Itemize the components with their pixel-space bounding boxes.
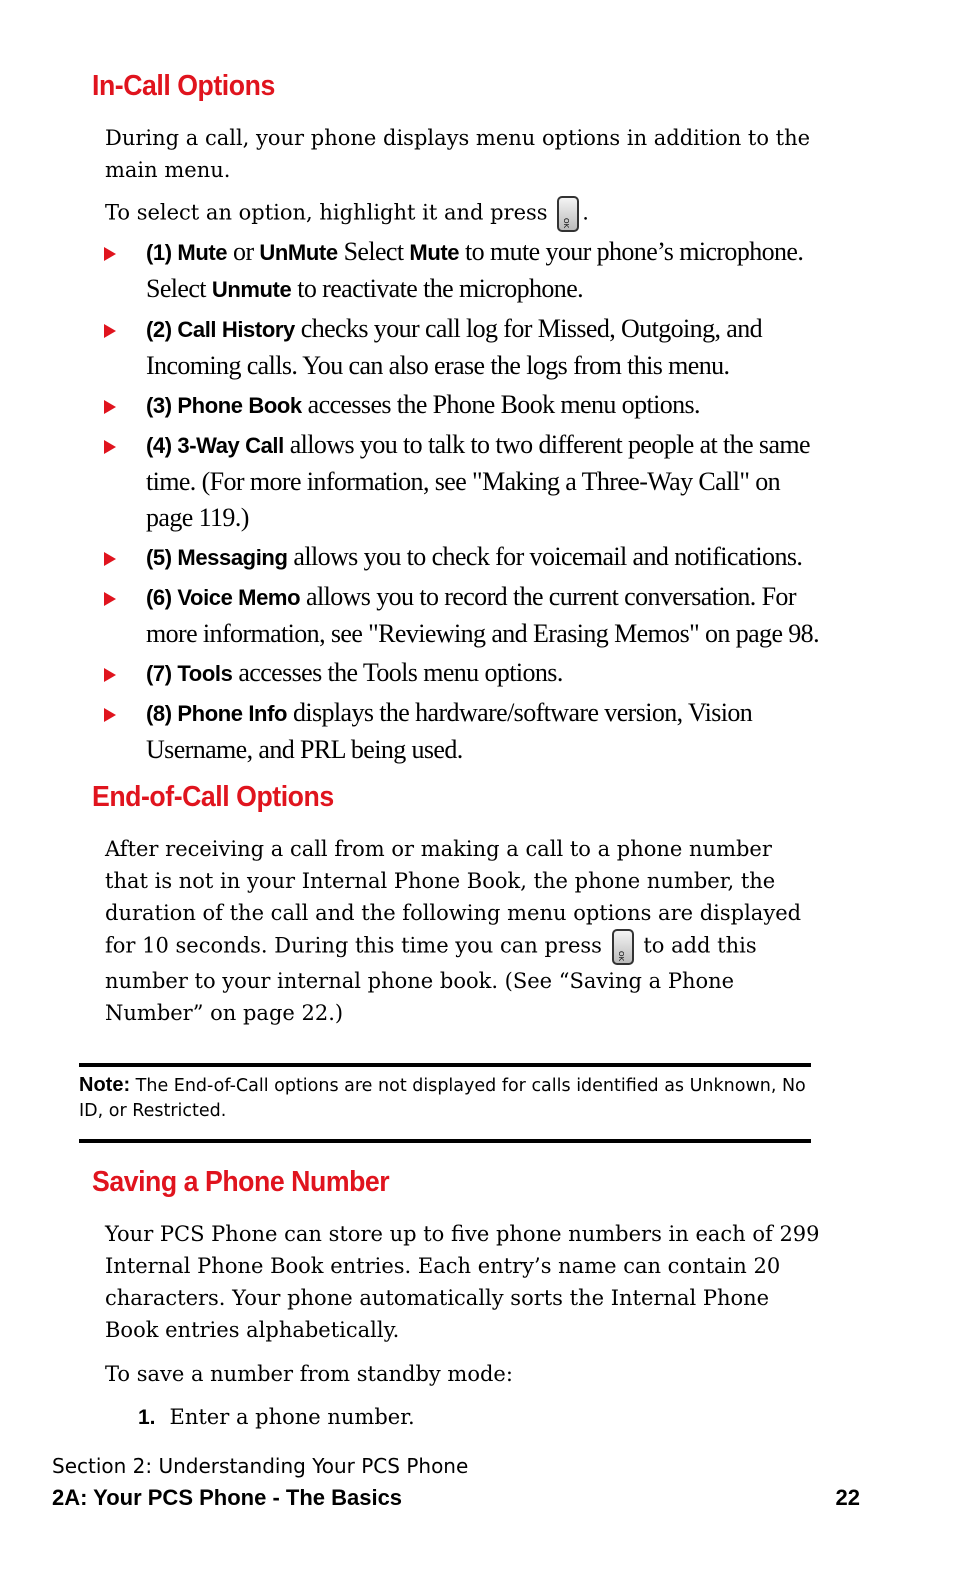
list-item-call-history [104, 311, 819, 384]
list-item-phone-info [104, 695, 819, 768]
heading-saving-a-phone-number: Saving a Phone Number [92, 1166, 390, 1198]
triangle-bullet-icon [104, 708, 116, 722]
item-label: (1) Mute [146, 240, 228, 265]
triangle-bullet-icon [104, 592, 116, 606]
select-instruction-end: . [582, 200, 589, 225]
step-text: Enter a phone number. [169, 1405, 415, 1429]
item-label: Unmute [211, 277, 292, 302]
item-label: Mute [409, 240, 460, 265]
item-label: (5) Messaging [146, 545, 288, 570]
note-box [79, 1063, 811, 1143]
list-item-tools [104, 655, 819, 692]
item-label: (6) Voice Memo [146, 585, 301, 610]
select-instruction [105, 196, 820, 232]
triangle-bullet-icon [104, 440, 116, 454]
in-call-intro: During a call, your phone displays menu options in addition to the main menu. [105, 126, 811, 182]
item-text: to reactivate the microphone. [291, 274, 584, 303]
triangle-bullet-icon [104, 247, 116, 261]
end-of-call-body [105, 833, 820, 1029]
item-label: (4) 3-Way Call [146, 433, 284, 458]
item-text: checks your call log for Missed, Outgoing, and Incoming calls. You can also erase the logs from this menu. [146, 314, 763, 380]
item-label: (8) Phone Info [146, 701, 288, 726]
standby-instruction: To save a number from standby mode: [105, 1362, 513, 1386]
item-text: or [227, 237, 260, 266]
end-of-call-text: After receiving a call from or making a call to a phone number that is not in your Internal Phone Book, the phone number, the duration of the call and the following menu options are displayed for 10 seconds. During this time you can press [105, 837, 802, 958]
step-number: 1. [138, 1406, 156, 1429]
item-text: accesses the Phone Book menu options. [301, 390, 700, 419]
item-text: allows you to check for voicemail and notifications. [287, 542, 803, 571]
list-item-voice-memo [104, 579, 819, 652]
list-item-3-way-call [104, 427, 819, 536]
heading-in-call-options: In-Call Options [92, 70, 275, 102]
triangle-bullet-icon [104, 324, 116, 338]
select-instruction-text: To select an option, highlight it and press [105, 200, 548, 225]
note-text: The End-of-Call options are not displayed for calls identified as Unknown, No ID, or Restricted. [79, 1076, 806, 1121]
ok-key-icon [612, 929, 634, 965]
list-item-phone-book [104, 387, 819, 424]
item-label: (3) Phone Book [146, 393, 302, 418]
ok-key-icon [557, 196, 579, 232]
in-call-options-list [104, 234, 819, 771]
step-1 [138, 1405, 415, 1430]
list-item-messaging [104, 539, 819, 576]
item-label: (7) Tools [146, 661, 233, 686]
end-of-call-text-cont: to add this number to your internal phone book. (See “Saving a Phone Number” on page 22.) [105, 933, 757, 1025]
note-label: Note: [79, 1074, 131, 1096]
item-text: to mute your phone’s microphone. Select [146, 237, 804, 303]
item-text: allows you to record the current conversation. For more information, see "Reviewing and Erasing Memos" on page 98. [146, 582, 819, 648]
triangle-bullet-icon [104, 668, 116, 682]
item-text: accesses the Tools menu options. [232, 658, 563, 687]
triangle-bullet-icon [104, 400, 116, 414]
item-text: Select [337, 237, 410, 266]
item-text: displays the hardware/software version, Vision Username, and PRL being used. [146, 698, 753, 764]
item-text: allows you to talk to two different people at the same time. (For more information, see "Making a Three-Way Call" on page 119.) [146, 430, 810, 532]
saving-body: Your PCS Phone can store up to five phone numbers in each of 299 Internal Phone Book entries. Each entry’s name can contain 20 characters. Your phone automatically sorts the Internal Phone Book entries alphabetically. [105, 1222, 820, 1342]
triangle-bullet-icon [104, 552, 116, 566]
list-item-mute [104, 234, 819, 308]
heading-end-of-call-options: End-of-Call Options [92, 781, 334, 813]
page-number: 22 [835, 1485, 860, 1510]
footer-chapter-title: 2A: Your PCS Phone - The Basics [52, 1485, 403, 1510]
footer-section-title: Section 2: Understanding Your PCS Phone [52, 1454, 469, 1478]
item-label: (2) Call History [146, 317, 295, 342]
item-label: UnMute [259, 240, 338, 265]
